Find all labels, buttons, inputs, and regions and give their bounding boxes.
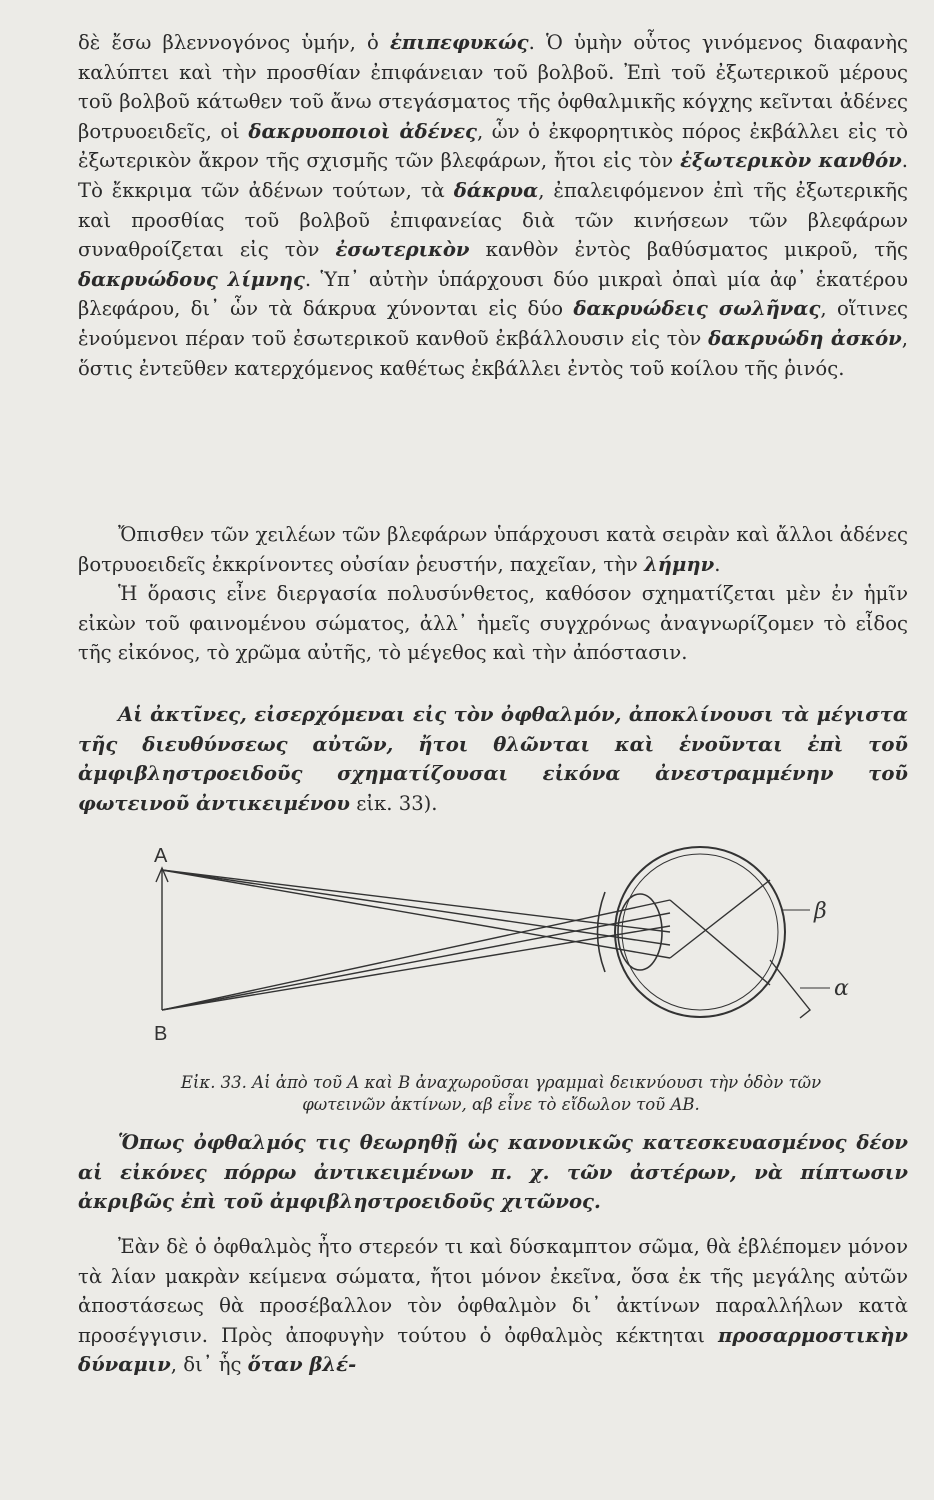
lens: [618, 894, 662, 970]
ray-from-B-lower: [162, 926, 670, 1010]
emphasis-refraction: Αἱ ἀκτῖνες, εἰσερχόμεναι εἰς τὸν ὀφθαλμόν, ἀποκλίνουσι τὰ μέγιστα τῆς διευθύνσεως αὐτῶν, ἤτοι θλῶνται καὶ ἑνοῦνται ἐπὶ τοῦ ἀμφιβληστροειδοῦς σχηματίζουσαι εἰκόνα ἀνεστραμμένην τοῦ φωτεινοῦ ἀντικειμένου: [78, 703, 908, 815]
term-outer-canthus: ἐξωτερικὸν κανθόν: [680, 149, 902, 173]
text-run: , ἐπαλειφόμενον ἐπὶ τῆς ἐξωτερικῆς καὶ προσθίας τοῦ βολβοῦ ἐπιφανείας διὰ τῶν κινήσεων τῶν βλεφάρων συναθροίζεται εἰς τὸν: [78, 178, 908, 262]
text-run: , ὅστις ἐντεῦθεν κατερχόμενος καθέτως ἐκβάλλει ἐντὸς τοῦ κοίλου τῆς ῥινός.: [78, 326, 908, 380]
eyeball-outline: [615, 847, 785, 1017]
label-B: B: [154, 1023, 168, 1045]
text-run: , δι᾿ ἧς: [170, 1353, 248, 1377]
paragraph-refraction: [78, 700, 908, 818]
term-conjunctiva: ἐπιπεφυκώς: [389, 31, 529, 54]
ray-from-B-mid: [162, 913, 670, 1010]
text-run: . Τὸ ἔκκριμα τῶν ἀδένων τούτων, τὰ: [78, 149, 908, 202]
text-run: δὲ ἔσω βλεννογόνος ὑμήν, ὁ: [78, 31, 390, 54]
text-run: εἰκ. 33).: [349, 791, 438, 815]
term-tears: δάκρυα: [453, 178, 539, 202]
term-lacrimal-lake: δακρυώδους λίμνης: [78, 267, 305, 291]
label-A: A: [154, 845, 168, 867]
ray-from-B-upper: [162, 900, 670, 1010]
eye-diagram-figure: [110, 840, 870, 1070]
text-run: , ὧν ὁ ἐκφορητικὸς πόρος ἐκβάλλει εἰς τὸ ἐξωτερικὸν ἄκρον τῆς σχισμῆς τῶν βλεφάρων, ἤτοι εἰς τὸν: [78, 119, 908, 173]
text-run: Ἐὰν δὲ ὁ ὀφθαλμὸς ἦτο στερεόν τι καὶ δύσκαμπτον σῶμα, θὰ ἐβλέπομεν μόνον τὰ λίαν μακρὰν κείμενα σώματα, ἤτοι μόνον ἐκεῖνα, ὅσα ἐκ τῆς μεγάλης αὐτῶν ἀποστάσεως θὰ προσέβαλλον τὸν ὀφθαλμὸν δι᾿ ἀκτίνων παραλλήλων κατὰ προσέγγισιν. Πρὸς ἀποφυγὴν τούτου ὁ ὀφθαλμὸς κέκτηται: [78, 1235, 908, 1347]
label-beta: β: [814, 899, 827, 924]
caption-line: Εἰκ. 33. Αἱ ἀπὸ τοῦ Α καὶ Β ἀναχωροῦσαι γραμμαὶ δεικνύουσι τὴν ὁδὸν τῶν: [180, 1073, 822, 1092]
term-lacrimal-glands: δακρυοποιοὶ ἀδένες: [248, 119, 477, 143]
ray-from-A-lower: [162, 870, 670, 958]
label-alpha: α: [834, 976, 849, 1001]
paragraph-accommodation: [78, 1232, 908, 1380]
caption-line: φωτεινῶν ἀκτίνων, αβ εἶνε τὸ εἴδωλον τοῦ ΑΒ.: [302, 1095, 700, 1114]
ray-from-A-mid: [162, 870, 670, 945]
term-when: ὅταν βλέ-: [247, 1353, 357, 1377]
paragraph-normal-eye: [78, 1128, 908, 1217]
text-run: . Ὑπ᾿ αὐτὴν ὑπάρχουσι δύο μικραὶ ὀπαὶ μία ἀφ᾿ ἑκατέρου βλεφάρου, δι᾿ ὧν τὰ δάκρυα χύνονται εἰς δύο: [78, 267, 908, 321]
term-accommodation: προσαρμοστικὴν δύναμιν: [78, 1323, 908, 1377]
text-run: Ὄπισθεν τῶν χειλέων τῶν βλεφάρων ὑπάρχουσι κατὰ σειρὰν καὶ ἄλλοι ἀδένες βοτρυοειδεῖς ἐκκρίνοντες οὐσίαν ῥευστήν, παχεῖαν, τὴν: [78, 523, 908, 576]
ray-inside-eye: [670, 880, 770, 958]
cornea: [598, 892, 606, 972]
emphasis-normal-eye: Ὅπως ὀφθαλμός τις θεωρηθῇ ὡς κανονικῶς κατεσκευασμένος δέον αἱ εἰκόνες πόρρω ἀντικειμένων π. χ. τῶν ἀστέρων, νὰ πίπτωσιν ἀκριβῶς ἐπὶ τοῦ ἀμφιβληστροειδοῦς χιτῶνος.: [78, 1131, 908, 1214]
term-rheum: λήμην: [644, 552, 715, 576]
text-run: κανθὸν ἐντὸς βαθύσματος μικροῦ, τῆς: [469, 238, 908, 262]
text-run: .: [714, 552, 721, 576]
term-lacrimal-sac: δακρυώδη ἀσκόν: [708, 326, 902, 350]
text-run: , οἵτινες ἑνούμενοι πέραν τοῦ ἐσωτερικοῦ κανθοῦ ἐκβάλλουσιν εἰς τὸν: [78, 297, 908, 350]
ray-from-A-upper: [162, 870, 670, 932]
term-inner: ἐσωτερικὸν: [335, 238, 470, 262]
text-run: . Ὁ ὑμὴν οὗτος γινόμενος διαφανὴς καλύπτει καὶ τὴν προσθίαν ἐπιφάνειαν τοῦ βολβοῦ. Ἐπὶ τοῦ ἐξωτερικοῦ μέρους τοῦ βολβοῦ κάτωθεν τοῦ ἄνω στεγάσματος τῆς ὀφθαλμικῆς κόγχης κεῖνται ἀδένες βοτρυοειδεῖς, οἱ: [78, 31, 908, 143]
paragraph-rheum-and-vision: [78, 520, 908, 668]
retina-layer: [622, 854, 778, 1010]
figure-caption: [96, 1072, 906, 1116]
term-lacrimal-ducts: δακρυώδεις σωλῆνας: [573, 297, 821, 321]
ray-inside-eye: [670, 900, 770, 985]
paragraph-lacrimal-apparatus: [78, 28, 908, 383]
paragraph-vision: Ἡ ὅρασις εἶνε διεργασία πολυσύνθετος, καθόσον σχηματίζεται μὲν ἐν ἡμῖν εἰκὼν τοῦ φαινομένου σώματος, ἀλλ᾿ ἡμεῖς συγχρόνως ἀναγνωρίζομεν τὸ εἶδος τῆς εἰκόνος, τὸ χρῶμα αὐτῆς, τὸ μέγεθος καὶ τὴν ἀπόστασιν.: [78, 582, 908, 665]
